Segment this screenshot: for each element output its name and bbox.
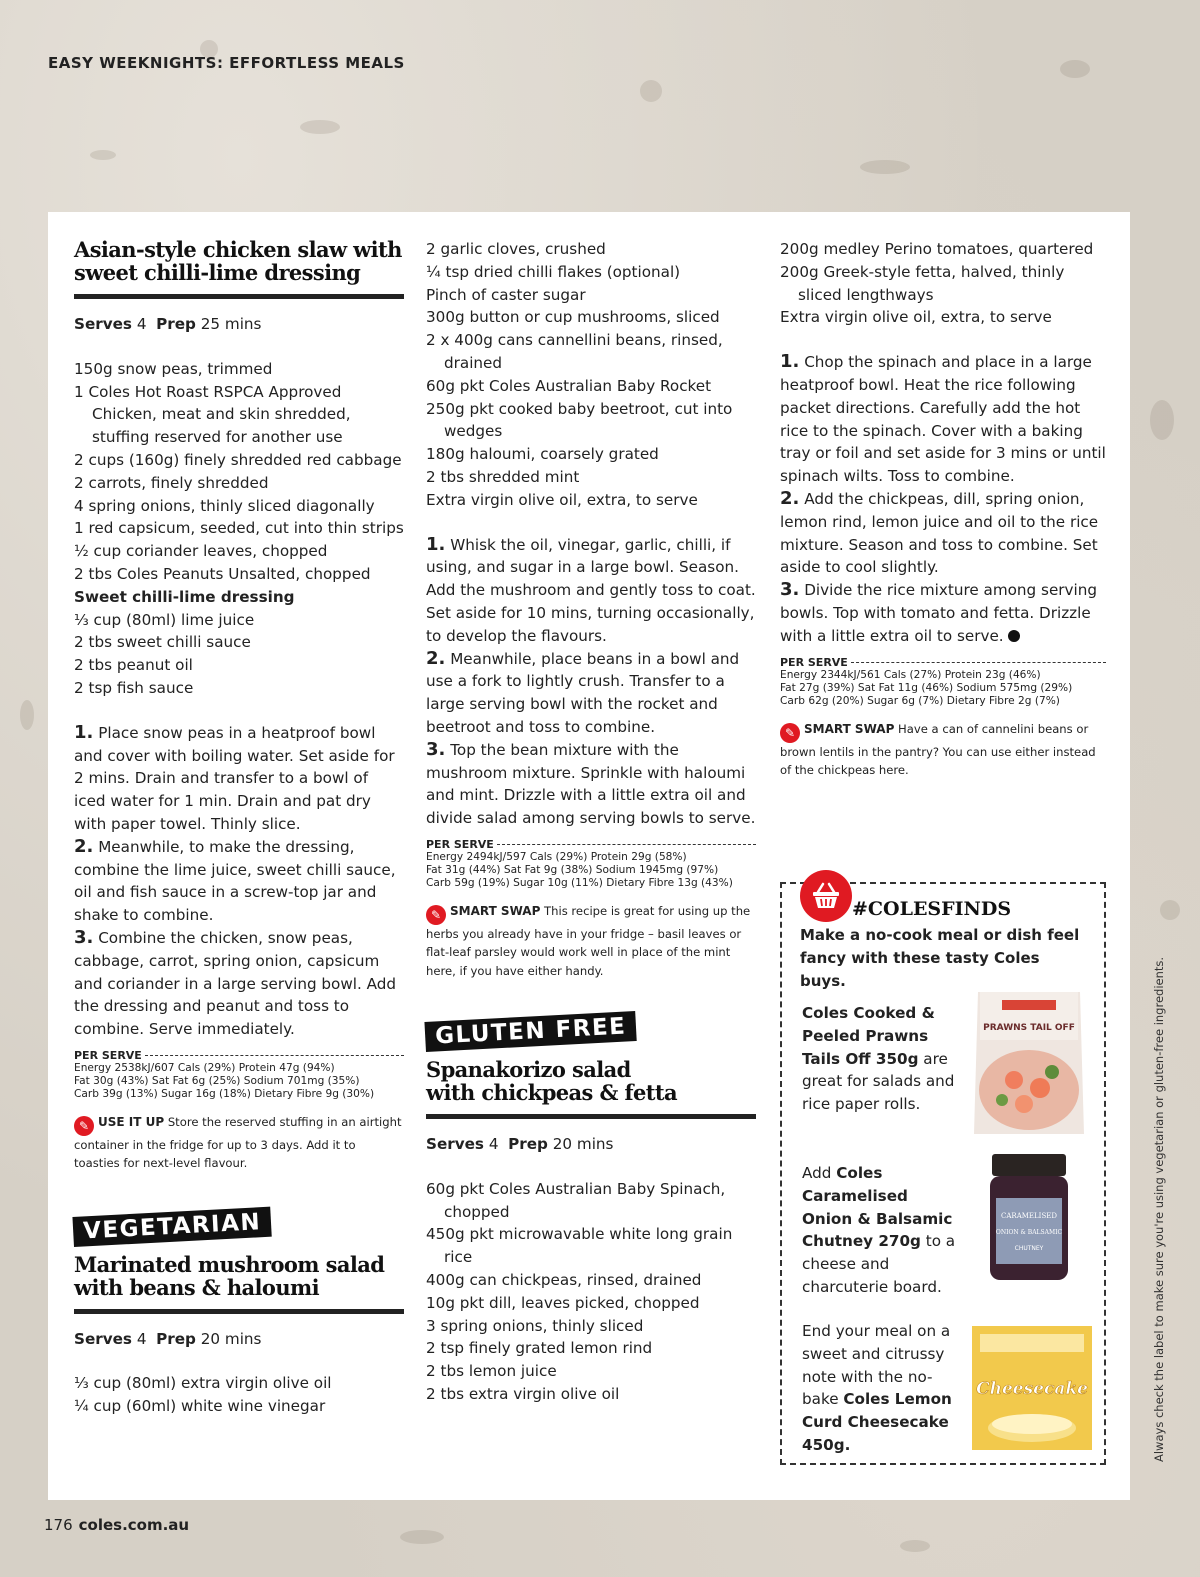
ingredient: 1 red capsicum, seeded, cut into thin strips — [74, 519, 404, 538]
end-mark-icon — [1008, 630, 1020, 642]
ingredient: 180g haloumi, coarsely grated — [426, 445, 659, 464]
ingredient: ½ cup coriander leaves, chopped — [74, 542, 328, 561]
page-number: 176 — [44, 1516, 73, 1534]
ingredient: 200g medley Perino tomatoes, quartered — [780, 240, 1094, 258]
leaf-icon: ✎ — [74, 1116, 94, 1136]
ingredient: 450g pkt microwavable white long grain rice — [426, 1225, 733, 1267]
method-step: 3. Divide the rice mixture among serving bowls. Top with tomato and fetta. Drizzle with a little extra oil to serve. — [780, 579, 1097, 645]
recipe-panel — [48, 212, 1130, 1500]
recipe3-per-serve: PER SERVE Energy 2344kJ/561 Cals (27%) Protein 23g (46%) Fat 27g (39%) Sat Fat 11g (46%) Sodium 575mg (29%) Carb 62g (20%) Sugar 6g (7%) Dietary Fibre 2g (7%) — [780, 656, 1106, 708]
ingredient: Pinch of caster sugar — [426, 285, 586, 304]
recipe2-method — [426, 534, 756, 830]
ingredient: Extra virgin olive oil, extra, to serve — [426, 490, 698, 509]
recipe1-ingredients — [74, 358, 404, 700]
method-step: 1. Place snow peas in a heatproof bowl and cover with boiling water. Set aside for 2 mins. Drain and transfer to a bowl of iced water for 1 min. Drain and pat dry with paper towel. Thinly slice. — [74, 721, 395, 833]
ingredient: 3 spring onions, thinly sliced — [426, 1316, 644, 1335]
shopping-basket-icon — [800, 870, 852, 922]
recipe3-method — [780, 351, 1106, 647]
recipe1-per-serve: PER SERVE Energy 2538kJ/607 Cals (29%) Protein 47g (94%) Fat 30g (43%) Sat Fat 6g (25%) Sodium 701mg (35%) Carb 39g (13%) Sugar 16g (18%) Dietary Fibre 9g (30%) — [74, 1049, 404, 1101]
recipe2-tip: ✎ SMART SWAP This recipe is great for using up the herbs you already have in your fridge – basil leaves or flat-leaf parsley would work well in place of the mint here, if you have either handy. — [426, 903, 751, 978]
ingredient: 4 spring onions, thinly sliced diagonally — [74, 496, 375, 515]
leaf-icon: ✎ — [426, 905, 446, 925]
ingredient: 60g pkt Coles Australian Baby Spinach, chopped — [426, 1179, 726, 1221]
ingredient: 2 tbs lemon juice — [426, 1362, 557, 1381]
recipe3-title: Spanakorizo salad with chickpeas & fetta — [426, 1056, 677, 1105]
gluten-free-badge: GLUTEN FREE — [424, 1011, 637, 1052]
svg-text:ONION & BALSAMIC: ONION & BALSAMIC — [995, 1229, 1063, 1236]
coles-finds-intro: Make a no-cook meal or dish feel fancy with these tasty Coles buys. — [800, 926, 1080, 990]
ingredient: 2 tsp finely grated lemon rind — [426, 1339, 653, 1358]
method-step: 1. Whisk the oil, vinegar, garlic, chilli, if using, and sugar in a large bowl. Season. Add the mushroom and gently toss to coat. Set aside for 10 mins, turning occasionally, to develop the flavours. — [426, 533, 756, 645]
recipe3-serves-prep: Serves 4 Prep 20 mins — [426, 1134, 614, 1153]
chutney-jar-image — [986, 1152, 1072, 1282]
ingredient: 2 tbs peanut oil — [74, 656, 193, 675]
title-rule — [426, 1114, 756, 1119]
ingredient: 2 tbs extra virgin olive oil — [426, 1384, 620, 1403]
ingredient: 300g button or cup mushrooms, sliced — [426, 308, 720, 327]
ingredient: ¼ tsp dried chilli flakes (optional) — [426, 262, 681, 281]
recipe2-ingredients — [426, 238, 756, 512]
recipe2-title: Marinated mushroom salad with beans & haloumi — [74, 1251, 385, 1300]
ingredient: 400g can chickpeas, rinsed, drained — [426, 1270, 702, 1289]
dressing-heading: Sweet chilli-lime dressing — [74, 587, 295, 606]
ingredient: 150g snow peas, trimmed — [74, 359, 273, 378]
method-step: 2. Add the chickpeas, dill, spring onion, lemon rind, lemon juice and oil to the rice mixture. Season and toss to combine. Set aside to cool slightly. — [780, 487, 1099, 577]
ingredient: 2 carrots, finely shredded — [74, 473, 269, 492]
method-step: 1. Chop the spinach and place in a large heatproof bowl. Heat the rice following packet directions. Carefully add the hot rice to the spinach. Cover with a baking tray or foil and set aside for 3 mins or until spinach wilts. Toss to combine. — [780, 351, 1106, 486]
method-step: 2. Meanwhile, place beans in a bowl and use a fork to lightly crush. Transfer to a large serving bowl with the rocket and beetroot and toss to combine. — [426, 647, 740, 736]
method-step: 3. Combine the chicken, snow peas, cabbage, carrot, spring onion, capsicum and coriander in a large serving bowl. Add the dressing and peanut and toss to combine. Serve immediately. — [74, 926, 397, 1039]
ingredient: 2 tbs sweet chilli sauce — [74, 633, 251, 652]
leaf-icon: ✎ — [780, 723, 800, 743]
ingredient: 1 Coles Hot Roast RSPCA Approved Chicken, meat and skin shredded, stuffing reserved for another use — [74, 382, 351, 447]
ingredient: 60g pkt Coles Australian Baby Rocket — [426, 376, 712, 395]
ingredient: 2 garlic cloves, crushed — [426, 240, 606, 258]
finds-item-chutney: Add Coles Caramelised Onion & Balsamic Chutney 270g to a cheese and charcuterie board. — [802, 1164, 956, 1296]
ingredient: 2 tbs shredded mint — [426, 467, 580, 486]
section-header: EASY WEEKNIGHTS: EFFORTLESS MEALS — [48, 54, 405, 72]
finds-item-prawns: Coles Cooked & Peeled Prawns Tails Off 350g are great for salads and rice paper rolls. — [802, 1004, 955, 1114]
ingredient: 200g Greek-style fetta, halved, thinly sliced lengthways — [780, 262, 1065, 304]
finds-item-cheesecake: End your meal on a sweet and citrussy note with the no-bake Coles Lemon Curd Cheesecake 450g. — [802, 1322, 952, 1454]
ingredient: ⅓ cup (80ml) lime juice — [74, 610, 255, 629]
title-rule — [74, 294, 404, 299]
recipe2-serves-prep: Serves 4 Prep 20 mins — [74, 1329, 262, 1348]
vegetarian-badge: VEGETARIAN — [72, 1206, 271, 1246]
recipe2-per-serve: PER SERVE Energy 2494kJ/597 Cals (29%) Protein 29g (58%) Fat 31g (44%) Sat Fat 9g (38%) Sodium 1945mg (97%) Carb 59g (19%) Sugar 10g (11%) Dietary Fibre 13g (43%) — [426, 838, 756, 890]
recipe3-ingredients — [426, 1178, 756, 1406]
column-3 — [780, 238, 1106, 779]
ingredient: 250g pkt cooked baby beetroot, cut into wedges — [426, 399, 733, 441]
recipe3-tip: ✎ SMART SWAP Have a can of cannelini beans or brown lentils in the pantry? You can use either instead of the chickpeas here. — [780, 721, 1096, 777]
svg-text:Cheesecake: Cheesecake — [976, 1379, 1088, 1399]
svg-text:CARAMELISED: CARAMELISED — [1001, 1212, 1057, 1220]
method-step: 3. Top the bean mixture with the mushroom mixture. Sprinkle with haloumi and mint. Drizzle with a little extra oil and divide salad among serving bowls to serve. — [426, 738, 756, 828]
cheesecake-box-image — [970, 1324, 1094, 1452]
page-footer — [44, 1516, 189, 1534]
coles-finds-box — [780, 882, 1106, 1465]
prawns-pack-image — [970, 988, 1088, 1138]
recipe1-title: Asian-style chicken slaw with sweet chilli-lime dressing — [74, 237, 402, 285]
ingredient: 2 tbs Coles Peanuts Unsalted, chopped — [74, 564, 371, 583]
recipe1-method — [74, 722, 404, 1041]
ingredient: 2 cups (160g) finely shredded red cabbage — [74, 450, 402, 469]
recipe1-tip: ✎ USE IT UP Store the reserved stuffing in an airtight container in the fridge for up to 3 days. Add it to toasties for next-level flavour. — [74, 1114, 402, 1171]
dietary-note: Always check the label to make sure you're using vegetarian or gluten-free ingredients. — [1152, 956, 1166, 1462]
ingredient: 2 x 400g cans cannellini beans, rinsed, drained — [426, 331, 723, 372]
coles-finds-tag: #COLESFINDS — [852, 898, 1012, 920]
method-step: 2. Meanwhile, to make the dressing, combine the lime juice, sweet chilli sauce, oil and fish sauce in a screw-top jar and shake to combine. — [74, 835, 396, 925]
svg-text:CHUTNEY: CHUTNEY — [1014, 1245, 1044, 1252]
footer-site-link[interactable]: coles.com.au — [78, 1516, 190, 1534]
ingredient: 10g pkt dill, leaves picked, chopped — [426, 1293, 700, 1312]
recipe1-serves-prep: Serves 4 Prep 25 mins — [74, 315, 262, 333]
ingredient: ¼ cup (60ml) white wine vinegar — [74, 1397, 326, 1416]
svg-text:PRAWNS TAIL OFF: PRAWNS TAIL OFF — [983, 1023, 1075, 1033]
ingredient: Extra virgin olive oil, extra, to serve — [780, 308, 1052, 327]
column-1 — [74, 238, 404, 1418]
column-2 — [426, 238, 756, 1406]
ingredient: 2 tsp fish sauce — [74, 678, 194, 697]
title-rule — [74, 1309, 404, 1314]
ingredient: ⅓ cup (80ml) extra virgin olive oil — [74, 1374, 332, 1393]
